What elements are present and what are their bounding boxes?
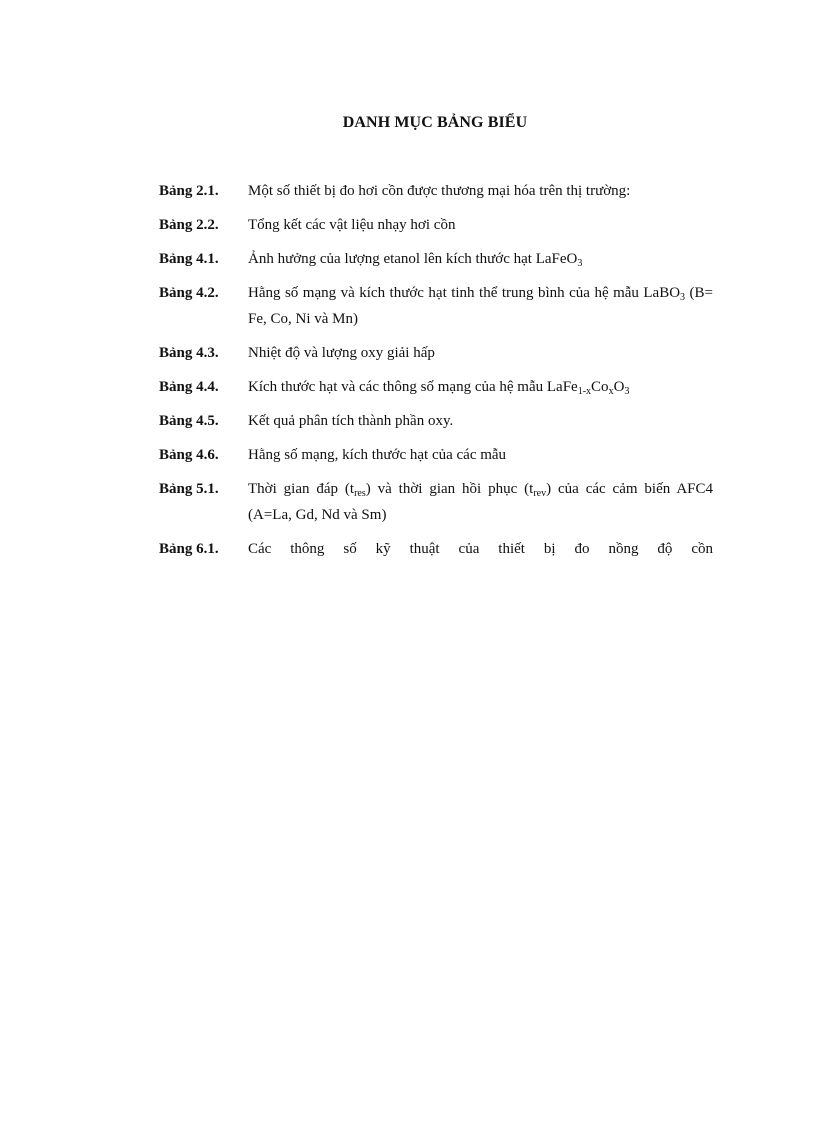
entry-text-part: Hằng số mạng, kích thước hạt của các mẫu: [248, 447, 507, 463]
entry-title: [248, 178, 713, 204]
entry-text-part: Kích thước hạt và các thông số mạng của hệ mẫu LaFe: [248, 379, 578, 395]
entry-title: [248, 374, 713, 400]
subscript: x: [608, 386, 614, 397]
entry-text-part: O: [613, 379, 625, 395]
entry-label: Bảng 4.3.: [159, 345, 219, 361]
entry-label: Bảng 4.2.: [159, 285, 219, 301]
subscript: rev: [533, 488, 547, 499]
subscript: 3: [577, 258, 583, 269]
entry-text-part: Nhiệt độ và lượng oxy giải hấp: [248, 345, 435, 361]
entry-text-part: ) của các cảm biến AFC4 (A=La, Gd, Nd và Sm): [248, 481, 713, 523]
entry-text-part: ) và thời gian hồi phục (t: [365, 481, 534, 497]
list-item: [159, 340, 713, 366]
page-title: DANH MỤC BẢNG BIỂU: [342, 114, 528, 131]
subscript: res: [354, 488, 366, 499]
subscript: 3: [680, 292, 686, 303]
list-item: [159, 442, 713, 468]
entry-text-part: Kết quả phân tích thành phần oxy.: [248, 413, 454, 429]
table-list: [159, 178, 713, 570]
entry-text-part: Hằng số mạng và kích thước hạt tinh thể trung bình của hệ mẫu LaBO: [248, 285, 681, 301]
list-item: [159, 374, 713, 400]
entry-title: [248, 408, 713, 434]
entry-title: [248, 476, 713, 528]
entry-label: Bảng 5.1.: [159, 481, 219, 497]
entry-label: Bảng 2.2.: [159, 217, 219, 233]
entry-label: Bảng 4.6.: [159, 447, 219, 463]
entry-title: [248, 340, 713, 366]
entry-label: Bảng 4.1.: [159, 251, 219, 267]
entry-title: [248, 442, 713, 468]
list-item: [159, 212, 713, 238]
entry-text-part: Một số thiết bị đo hơi cồn được thương mại hóa trên thị trường:: [248, 183, 631, 199]
entry-text-part: Ảnh hưởng của lượng etanol lên kích thước hạt LaFeO: [248, 251, 578, 267]
list-item: [159, 536, 713, 562]
entry-title: [248, 280, 713, 332]
entry-text-part: (B= Fe, Co, Ni và Mn): [248, 285, 713, 327]
entry-text-part: Co: [591, 379, 609, 395]
list-item: [159, 178, 713, 204]
entry-label: Bảng 4.5.: [159, 413, 219, 429]
list-item: [159, 280, 713, 332]
subscript: 3: [624, 386, 630, 397]
entry-label: Bảng 6.1.: [159, 541, 219, 557]
list-item: [159, 408, 713, 434]
entry-text-part: Các thông số kỹ thuật của thiết bị đo nồng độ cồn: [248, 541, 713, 557]
list-item: [159, 476, 713, 528]
list-item: [159, 246, 713, 272]
entry-title: [248, 212, 713, 238]
entry-label: Bảng 4.4.: [159, 379, 219, 395]
entry-label: Bảng 2.1.: [159, 183, 219, 199]
entry-text-part: Tổng kết các vật liệu nhạy hơi cồn: [248, 217, 456, 233]
entry-title: [248, 246, 713, 272]
subscript: 1-x: [577, 386, 592, 397]
entry-title: [248, 536, 713, 562]
entry-text-part: Thời gian đáp (t: [248, 481, 355, 497]
